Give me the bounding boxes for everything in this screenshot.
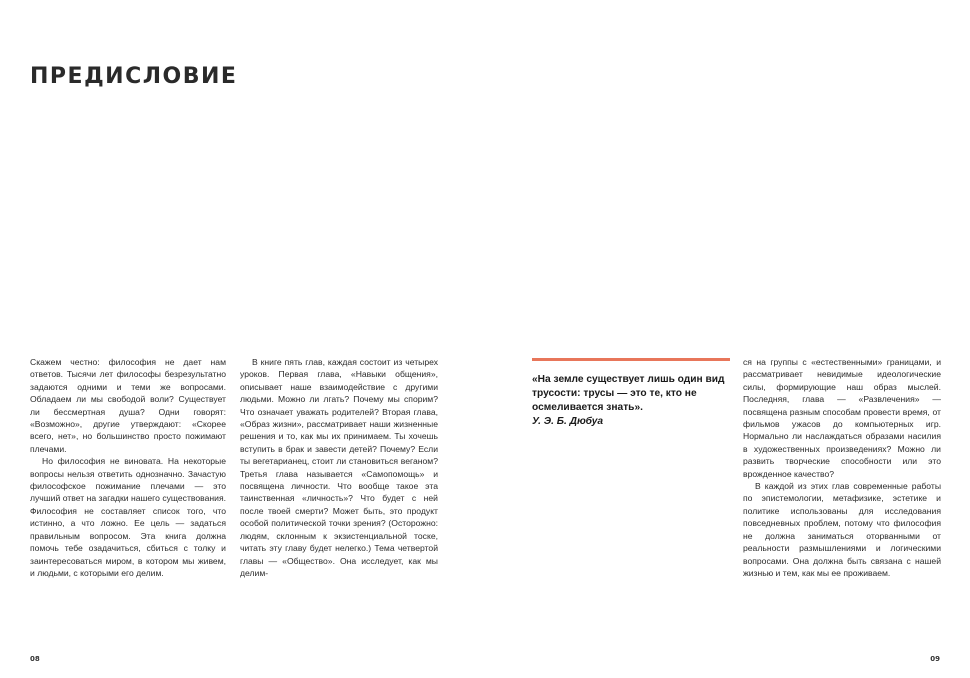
right-page <box>485 0 970 678</box>
quote-accent-rule <box>532 358 730 361</box>
text-column-2 <box>240 356 438 579</box>
paragraph: ся на группы с «естественными» границами, и рассматривает невидимые идеологические силы, формирующие наш образ мыслей. Последняя, глава — «Развлечения» — посвящена разным способам провести время, от фильмов ужасов до компьютерных игр. Нормально ли наслаждаться образами насилия в художественных произведениях? Можно ли развить творческие способности или это врожденное качество? <box>743 357 941 479</box>
paragraph: В книге пять глав, каждая состоит из четырех уроков. Первая глава, «Навыки общения», описывает наше взаимодействие с другими людьми. Можно ли лгать? Почему мы спорим? Что означает уважать родителей? Вторая глава, «Образ жизни», рассматривает наши жизненные решения и то, как мы их принимаем. Ты хочешь вступить в брак и завести детей? Почему? Если ты вегетарианец, стоит ли становиться веганом? Третья глава называется «Самопомощь» и посвящена личности. Что вообще такое эта таинственная «личность»? Что будет с ней после твоей смерти? Может быть, это продукт особой политической точки зрения? (Осторожно: людям, склонным к экзистенциальной тоске, читать эту главу будет нелегко.) Тема четвертой главы — «Общество». Она исследует, как мы делим- <box>240 357 438 578</box>
quote-author: У. Э. Б. Дюбуа <box>532 416 604 427</box>
text-column-3 <box>743 356 941 579</box>
quote-text: «На земле существует лишь один вид трусости: трусы — это те, кто не осмеливается знать». <box>532 374 725 413</box>
paragraph: Скажем честно: философия не дает нам ответов. Тысячи лет философы безрезультатно задаются одними и теми же вопросами. Обладаем ли мы свободой воли? Существует ли бессмертная душа? Одни говорят: «Возможно», другие утверждают: «Скорее всего, нет», но большинство просто пожимают плечами. <box>30 357 226 454</box>
page-number-right: 09 <box>930 655 940 663</box>
text-column-1 <box>30 356 226 579</box>
page-number-left: 08 <box>30 655 40 663</box>
paragraph: В каждой из этих глав современные работы по эпистемологии, метафизике, эстетике и политике использованы для исследования повседневных проблем, потому что философия не должна заниматься оторванными от реальности размышлениями и логическими вопросами. Она должна быть связана с нашей жизнью и тем, как мы ее проживаем. <box>743 481 941 578</box>
paragraph: Но философия не виновата. На некоторые вопросы нельзя ответить однозначно. Зачастую философское пожимание плечами — это лучший ответ на загадки нашего существования. Философия не составляет список того, что истинно, а что ложно. Ее цель — задаться правильным вопросом. Эта книга должна помочь тебе озадачиться, сбиться с толку и заинтересоваться миром, в котором мы живем, и людьми, с которыми его делим. <box>30 456 226 578</box>
page-title: ПРЕДИСЛОВИЕ <box>30 64 238 89</box>
pull-quote <box>532 358 730 429</box>
